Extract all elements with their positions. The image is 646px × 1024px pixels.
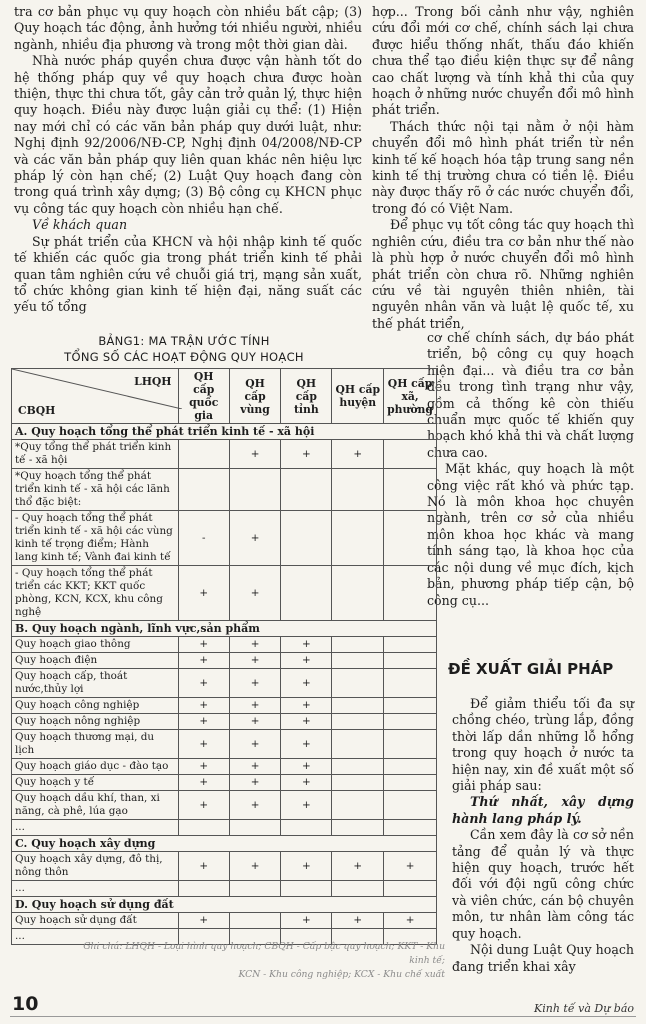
table-mark-cell [384,440,437,469]
table-row-label: Quy hoạch giao thông [12,637,179,653]
table-header-row [12,369,437,424]
table-row [12,714,437,730]
table-mark-cell: + [281,791,332,820]
table-mark-cell: + [281,698,332,714]
paragraph: Nội dung Luật Quy hoạch đang triển khai xây [452,942,634,974]
table-row [12,637,437,653]
table-mark-cell [384,820,437,836]
table-mark-cell [384,714,437,730]
table-mark-cell [281,469,332,511]
table-mark-cell [178,820,229,836]
table-column-header: QH cấp tỉnh [281,369,332,424]
table-mark-cell [332,566,384,621]
table-mark-cell: + [332,440,384,469]
table-column-header: QH cấp vùng [229,369,280,424]
table-mark-cell: + [229,775,280,791]
paragraph: Cần xem đây là cơ sở nền tảng để quản lý và thực hiện quy hoạch, trước hết đối với đội ngũ công chức và viên chức, cán bộ chuyên môn, tư nhân làm công tác quy hoạch. [452,827,634,941]
table-mark-cell [384,730,437,759]
table-row-label: Quy hoạch sử dụng đất [12,913,179,929]
table-row-label: Quy hoạch thương mại, du lịch [12,730,179,759]
table-mark-cell [332,775,384,791]
table-mark-cell [384,511,437,566]
table-row [12,653,437,669]
section-heading-solutions: ĐỀ XUẤT GIẢI PHÁP [448,660,614,678]
table-row-label: ... [12,929,179,945]
table-row [12,820,437,836]
paragraph: cơ chế chính sách, dự báo phát triển, bộ công cụ quy hoạch hiện đại... và điều tra cơ bản đều trong tình trạng như vậy, gồm cả thống kê còn thiếu chuẩn mực quốc tế khiến quy hoạch khó khả thi và chất lượng chưa cao. [427,330,634,460]
table-mark-cell: + [281,714,332,730]
table-mark-cell [384,669,437,698]
table-column-header: QH cấp xã, phường [384,369,437,424]
table-section-row [12,897,437,913]
subheading-objective: Về khách quan [32,217,128,233]
table-mark-cell: + [281,913,332,929]
table-mark-cell: + [229,791,280,820]
table-mark-cell [332,820,384,836]
table-mark-cell [384,469,437,511]
table-mark-cell: + [281,775,332,791]
table-section-title: B. Quy hoạch ngành, lĩnh vực,sản phẩm [12,621,437,637]
table-mark-cell [332,469,384,511]
table-mark-cell [229,820,280,836]
table-mark-cell: + [229,653,280,669]
table-mark-cell: + [178,852,229,881]
table-mark-cell: + [281,653,332,669]
table-row-label: Quy hoạch xây dựng, đô thị, nông thôn [12,852,179,881]
table-note-line: KCN - Khu công nghiệp; KCX - Khu chế xuất [238,969,445,980]
table-mark-cell [229,913,280,929]
table-note-line: Ghi chú: LHQH - Loại hình quy hoạch; CBQH - Cấp bậc quy hoạch; KKT - Khu kinh tế; [83,941,445,966]
table-mark-cell: + [178,791,229,820]
table-mark-cell [332,669,384,698]
table-mark-cell: + [332,913,384,929]
table-mark-cell [332,637,384,653]
table-section-row [12,621,437,637]
table-mark-cell [281,820,332,836]
table-row-label: *Quy hoạch tổng thể phát triển kinh tế - xã hội các lãnh thổ đặc biệt: [12,469,179,511]
table-mark-cell [332,653,384,669]
table-mark-cell: + [229,852,280,881]
table-mark-cell [281,566,332,621]
table-mark-cell: + [178,698,229,714]
table-row [12,881,437,897]
paragraph: Mặt khác, quy hoạch là một công việc rất khó và phức tạp. Nó là môn khoa học chuyên ngành, trên cơ sở của nhiều môn khoa học khác và mang tính sáng tạo, là khoa học của các nội dung về mục đích, kịch bản, phương pháp tiếp cận, bộ công cụ... [427,461,634,608]
table-section-title: C. Quy hoạch xây dựng [12,836,437,852]
table-mark-cell [384,637,437,653]
table-mark-cell: + [178,566,229,621]
table-corner-cell [12,369,179,424]
table-row-label: - Quy hoạch tổng thể phát triển kinh tế - xã hội các vùng kinh tế trọng điểm; Hành lang kinh tế; Vành đai kinh tế [12,511,179,566]
table-mark-cell [384,775,437,791]
table-mark-cell: + [384,913,437,929]
table-caption-subtitle: TỔNG SỐ CÁC HOẠT ĐỘNG QUY HOẠCH [64,350,304,364]
table-row [12,566,437,621]
table-row-label: ... [12,820,179,836]
right-column [372,4,634,332]
corner-label-cbqh: CBQH [18,404,56,417]
table-mark-cell: + [178,637,229,653]
table-mark-cell [332,759,384,775]
footer-rule [10,1016,636,1017]
table-mark-cell [384,791,437,820]
paragraph: Nhà nước pháp quyền chưa được vận hành tốt do hệ thống pháp quy về quy hoạch chưa được hoàn thiện, thực thi chưa tốt, gây cản trở quản lý, thực hiện quy hoạch. Điều này được luận giải cụ thể: (1) Hiện nay mới chỉ có các văn bản pháp quy dưới luật, như: Nghị định 92/2006/NĐ-CP, Nghị định 04/2008/NĐ-CP và các văn bản pháp quy liên quan khác nên hiệu lực pháp lý còn hạn chế; (2) Luật Quy hoạch đang còn trong quá trình xây dựng; (3) Bộ công cụ KHCN phục vụ công tác quy hoạch còn nhiều hạn chế. [14,53,362,216]
table-row-label: Quy hoạch cấp, thoát nước,thủy lợi [12,669,179,698]
publication-name: Kinh tế và Dự báo [534,1002,634,1015]
table-mark-cell: + [178,669,229,698]
table-mark-cell: + [281,637,332,653]
table-mark-cell [332,714,384,730]
paragraph: tra cơ bản phục vụ quy hoạch còn nhiều bất cập; (3) Quy hoạch tác động, ảnh hưởng tới nhiều người, nhiều ngành, nhiều địa phương và trong một thời gian dài. [14,4,362,52]
table-row [12,511,437,566]
table-mark-cell: + [281,759,332,775]
paragraph: Để phục vụ tốt công tác quy hoạch thì nghiên cứu, điều tra cơ bản như thế nào là phù hợp ở nước chuyển đổi mô hình phát triển còn chưa rõ. Những nghiên cứu về tài nguyên thiên nhiên, tài nguyên nhân văn và luật lệ quốc tế, xu thế phát triển, [372,217,634,331]
table-mark-cell [281,881,332,897]
table-row [12,698,437,714]
table-section-row [12,424,437,440]
right-column-narrow [427,330,634,609]
table-mark-cell: + [178,759,229,775]
planning-matrix-table [11,368,437,945]
table-mark-cell: + [384,852,437,881]
table-mark-cell [229,469,280,511]
table-mark-cell [384,698,437,714]
table-row [12,775,437,791]
table-mark-cell [384,881,437,897]
table-row-label: Quy hoạch y tế [12,775,179,791]
table-mark-cell: + [229,714,280,730]
table-mark-cell: + [332,852,384,881]
table-mark-cell: + [229,759,280,775]
table-mark-cell [332,511,384,566]
table-mark-cell: + [229,566,280,621]
table-row [12,730,437,759]
table-column-header: QH cấp huyện [332,369,384,424]
table-row [12,852,437,881]
table-row-label: ... [12,881,179,897]
table-row-label: Quy hoạch giáo dục - đào tạo [12,759,179,775]
table-mark-cell [384,653,437,669]
table-mark-cell: + [178,730,229,759]
table-row-label: Quy hoạch dầu khí, than, xi năng, cà phê, lúa gạo [12,791,179,820]
corner-label-lhqh: LHQH [134,375,172,388]
table-mark-cell: + [178,775,229,791]
table-mark-cell: + [281,669,332,698]
paragraph: hợp... Trong bối cảnh như vậy, nghiên cứu đổi mới cơ chế, chính sách lại chưa được hiểu thống nhất, thấu đáo khiến chưa thể tạo điều kiện thực sự để nâng cao chất lượng và tính khả thi của quy hoạch ở những nước chuyển đổi mô hình phát triển. [372,4,634,118]
table-mark-cell: + [178,714,229,730]
table-mark-cell [332,730,384,759]
table-mark-cell: + [229,511,280,566]
table-mark-cell: + [281,440,332,469]
table-row [12,759,437,775]
table-mark-cell [384,566,437,621]
right-column-lower [452,696,634,975]
table-mark-cell [332,698,384,714]
table-mark-cell: + [178,653,229,669]
table-caption-title: BẢNG1: MA TRẬN ƯỚC TÍNH [98,334,270,348]
table-caption [14,333,354,365]
page-number: 10 [12,993,39,1015]
left-column [14,4,362,316]
table-mark-cell [178,881,229,897]
table-row-label: Quy hoạch nông nghiệp [12,714,179,730]
table-mark-cell [384,759,437,775]
table-note [60,940,445,982]
table-row [12,913,437,929]
table-mark-cell [332,791,384,820]
table-mark-cell [332,881,384,897]
table-mark-cell: - [178,511,229,566]
table-section-row [12,836,437,852]
table-row [12,791,437,820]
table-mark-cell: + [229,440,280,469]
table-mark-cell [178,469,229,511]
table-mark-cell: + [229,698,280,714]
table-mark-cell: + [281,730,332,759]
table-row-label: *Quy tổng thể phát triển kinh tế - xã hội [12,440,179,469]
table-row-label: Quy hoạch điện [12,653,179,669]
table-mark-cell: + [229,730,280,759]
table-row-label: Quy hoạch công nghiệp [12,698,179,714]
solution-first: Thứ nhất, xây dựng hành lang pháp lý. [452,794,634,826]
table-mark-cell: + [229,669,280,698]
table-mark-cell: + [281,852,332,881]
table-row-label: - Quy hoạch tổng thể phát triển các KKT; KKT quốc phòng, KCN, KCX, khu công nghệ [12,566,179,621]
table-mark-cell: + [178,913,229,929]
paragraph: Để giảm thiểu tối đa sự chồng chéo, trùng lắp, đồng thời lấp dần những lỗ hổng trong quy hoạch ở nước ta hiện nay, xin đề xuất một số giải pháp sau: [452,696,634,794]
paragraph: Thách thức nội tại nằm ở nội hàm chuyển đổi mô hình phát triển từ nền kinh tế kế hoạch hóa tập trung sang nền kinh tế thị trường chưa có tiền lệ. Điều này được thấy rõ ở các nước chuyển đổi, trong đó có Việt Nam. [372,118,634,216]
table-mark-cell [178,440,229,469]
table-mark-cell [229,881,280,897]
table-row [12,669,437,698]
table-row [12,469,437,511]
table-row [12,440,437,469]
table-section-title: D. Quy hoạch sử dụng đất [12,897,437,913]
table-mark-cell [281,511,332,566]
paragraph: Sự phát triển của KHCN và hội nhập kinh tế quốc tế khiến các quốc gia trong phát triển kinh tế phải quan tâm nghiên cứu về chuỗi giá trị, mạng sản xuất, tổ chức không gian kinh tế hiện đại, năng suất các yếu tố tổng [14,233,362,315]
table-section-title: A. Quy hoạch tổng thể phát triển kinh tế - xã hội [12,424,437,440]
table-mark-cell: + [229,637,280,653]
table-column-header: QH cấp quốc gia [178,369,229,424]
